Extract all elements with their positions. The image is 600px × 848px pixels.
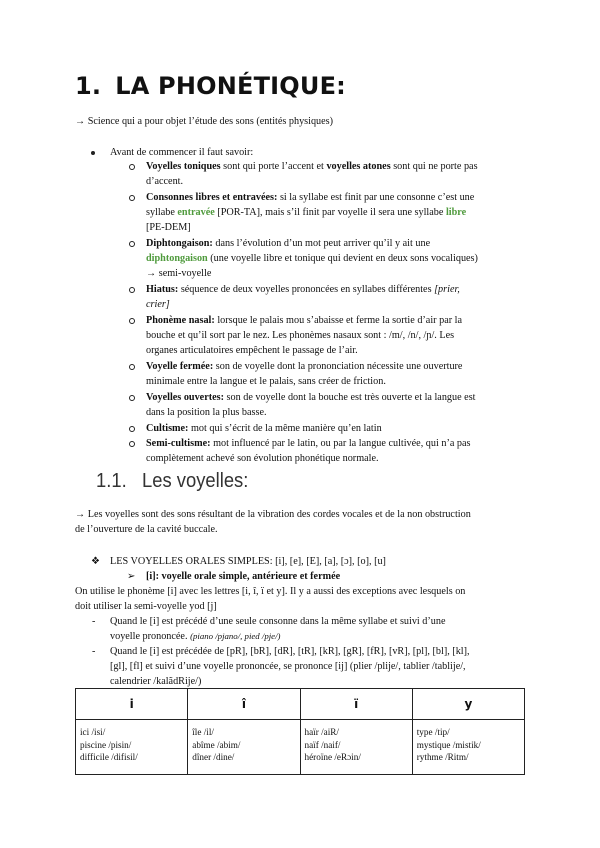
- term: Voyelle fermée:: [146, 361, 214, 372]
- rule1-line1: Quand le [i] est précédé d’une seule consonne dans la même syllabe et suivi d’une: [110, 616, 446, 627]
- table-cell: [300, 720, 412, 775]
- highlight-entravee: entravée: [177, 207, 215, 218]
- text: mot influencé par le latin, ou par la langue cultivée, qui n’a pas: [210, 438, 471, 449]
- sub-bullet: [129, 441, 135, 447]
- table-header: y: [412, 689, 524, 720]
- example-word: île /il/: [192, 727, 214, 737]
- intro-line: → Science qui a pour objet l’étude des sons (entités physiques): [75, 116, 334, 127]
- text: sont qui ne porte pas: [390, 161, 478, 172]
- rule1-line2: [110, 629, 280, 644]
- table-row: [76, 720, 525, 775]
- item-diphtongaison-line2: [146, 251, 478, 266]
- item-semi: [146, 436, 471, 451]
- arrow-icon: ➢: [127, 571, 136, 582]
- item-hiatus: [146, 282, 460, 297]
- rule2-line1: Quand le [i] est précédée de [pR], [bR], [dR], [tR], [kR], [gR], [fR], [vR], [pl], [bl], [kl],: [110, 646, 470, 657]
- text: syllabe: [146, 207, 178, 218]
- term: Consonnes libres et entravées:: [146, 192, 278, 203]
- voyelles-intro-line1: → Les voyelles sont des sons résultant de la vibration des cordes vocales et de la non obstruction: [75, 509, 471, 520]
- example-word: dîner /dine/: [192, 752, 235, 763]
- example-word: difficile /difisil/: [80, 752, 138, 763]
- sub-bullet: [129, 195, 135, 201]
- i-vowel-line: [i]: voyelle orale simple, antérieure et fermée: [146, 571, 341, 582]
- text: mot qui s’écrit de la même manière qu’en latin: [188, 423, 382, 434]
- section-subtitle: [96, 470, 248, 493]
- item-toniques: [146, 159, 478, 174]
- example: (piano /pjano/, pied /pje/): [190, 631, 281, 641]
- example-word: type /tip/: [416, 727, 450, 737]
- text: si la syllabe est finit par une consonne c’est une: [277, 192, 475, 203]
- voyelles-intro-line2: de l’ouverture de la cavité buccale.: [75, 524, 218, 535]
- rule2-line2: [gl], [fl] et suivi d’une voyelle prononcée, se prononce [ij] (plier /plije/, tablier /tablije/,: [110, 661, 466, 672]
- orales-symbol: ❖: [91, 556, 101, 567]
- term: Voyelles toniques: [146, 161, 221, 172]
- example-word: mystique /mistik/: [416, 739, 481, 750]
- item-fermee: [146, 359, 462, 374]
- item-semi-line2: complètement achevé son évolution phonétique normale.: [146, 453, 379, 464]
- dash-bullet: -: [92, 646, 96, 657]
- example-word: naïf /naif/: [304, 739, 341, 750]
- subheading-title: Les voyelles:: [142, 470, 249, 492]
- example: [prier,: [434, 284, 460, 295]
- text: son de voyelle dont la prononciation nécessite une ouverture: [213, 361, 463, 372]
- item-fermee-line2: minimale entre la langue et le palais, sans créer de friction.: [146, 376, 386, 387]
- example-word: héroïne /eRɔin/: [304, 752, 361, 763]
- text: lorsque le palais mou s’abaisse et ferme la sortie d’air par la: [214, 315, 463, 326]
- term: Semi-cultisme:: [146, 438, 211, 449]
- item-hiatus-line2: crier]: [146, 299, 170, 310]
- text: [POR-TA], mais s’il finit par voyelle il sera une syllabe: [214, 207, 446, 218]
- table-cell: [76, 720, 188, 775]
- usage-line2: doit utiliser la semi-voyelle yod [j]: [75, 601, 217, 612]
- table-header: i: [76, 689, 188, 720]
- example-word: abîme /abim/: [192, 739, 241, 750]
- sub-bullet: [129, 426, 135, 432]
- example-word: haïr /aiR/: [304, 727, 339, 737]
- bullet-dot: [91, 151, 95, 155]
- text: sont qui porte l’accent et: [220, 161, 327, 172]
- sub-bullet: [129, 364, 135, 370]
- item-diphtongaison-line3: → semi-voyelle: [146, 268, 212, 279]
- usage-line1: On utilise le phonème [i] avec les lettres [i, î, ï et y]. Il y a aussi des exceptions avec lesquels on: [75, 586, 466, 597]
- item-nasal: [146, 313, 462, 328]
- table-cell: [412, 720, 524, 775]
- heading-title: LA PHONÉTIQUE:: [115, 72, 346, 100]
- sub-bullet: [129, 241, 135, 247]
- subheading-number: 1.1.: [96, 470, 127, 492]
- item-nasal-line2: bouche et qu’il sort par le nez. Les phonèmes nasaux sont : /m/, /n/, /ɲ/. Les: [146, 330, 455, 341]
- item-ouvertes-line2: dans la position la plus basse.: [146, 407, 267, 418]
- highlight-libre: libre: [445, 207, 467, 218]
- item-nasal-line3: organes articulatoires empêchent le passage de l’air.: [146, 345, 358, 356]
- term: Cultisme:: [146, 423, 189, 434]
- text: dans l’évolution d’un mot peut arriver qu’il y ait une: [212, 238, 431, 249]
- page-title: [75, 72, 346, 100]
- table-header: î: [188, 689, 300, 720]
- text: voyelle prononcée.: [110, 631, 191, 642]
- term: voyelles atones: [326, 161, 391, 172]
- item-cultisme: [146, 421, 382, 436]
- heading-number: 1.: [75, 72, 102, 100]
- dash-bullet: -: [92, 616, 96, 627]
- example-word: ici /isi/: [80, 727, 106, 737]
- item-diphtongaison: [146, 236, 430, 251]
- item-consonnes-line3: [PE-DEM]: [146, 222, 191, 233]
- table-header: ï: [300, 689, 412, 720]
- sub-bullet: [129, 287, 135, 293]
- sub-bullet: [129, 164, 135, 170]
- example-word: piscine /pisin/: [80, 739, 132, 750]
- example-word: rythme /Ritm/: [416, 752, 469, 763]
- rule2-line3: calendrier /kalãdRije/): [110, 676, 202, 687]
- highlight-diphtongaison: diphtongaison: [146, 253, 208, 264]
- vowels-table: [75, 688, 525, 775]
- text: son de voyelle dont la bouche est très ouverte et la langue est: [224, 392, 476, 403]
- term: Diphtongaison:: [146, 238, 213, 249]
- text: séquence de deux voyelles prononcées en syllabes différentes: [178, 284, 435, 295]
- item-toniques-line2: d’accent.: [146, 176, 184, 187]
- text: (une voyelle libre et tonique qui devient en deux sons vocaliques): [207, 253, 478, 264]
- term: Hiatus:: [146, 284, 179, 295]
- term: Voyelles ouvertes:: [146, 392, 224, 403]
- table-header-row: [76, 689, 525, 720]
- item-ouvertes: [146, 390, 476, 405]
- term: Phonème nasal:: [146, 315, 215, 326]
- table-cell: [188, 720, 300, 775]
- item-consonnes-line2: [146, 205, 466, 220]
- sub-bullet: [129, 318, 135, 324]
- before-line: Avant de commencer il faut savoir:: [110, 147, 254, 158]
- orales-line: LES VOYELLES ORALES SIMPLES: [i], [e], [E], [a], [ɔ], [o], [u]: [110, 556, 386, 567]
- sub-bullet: [129, 395, 135, 401]
- item-consonnes: [146, 190, 474, 205]
